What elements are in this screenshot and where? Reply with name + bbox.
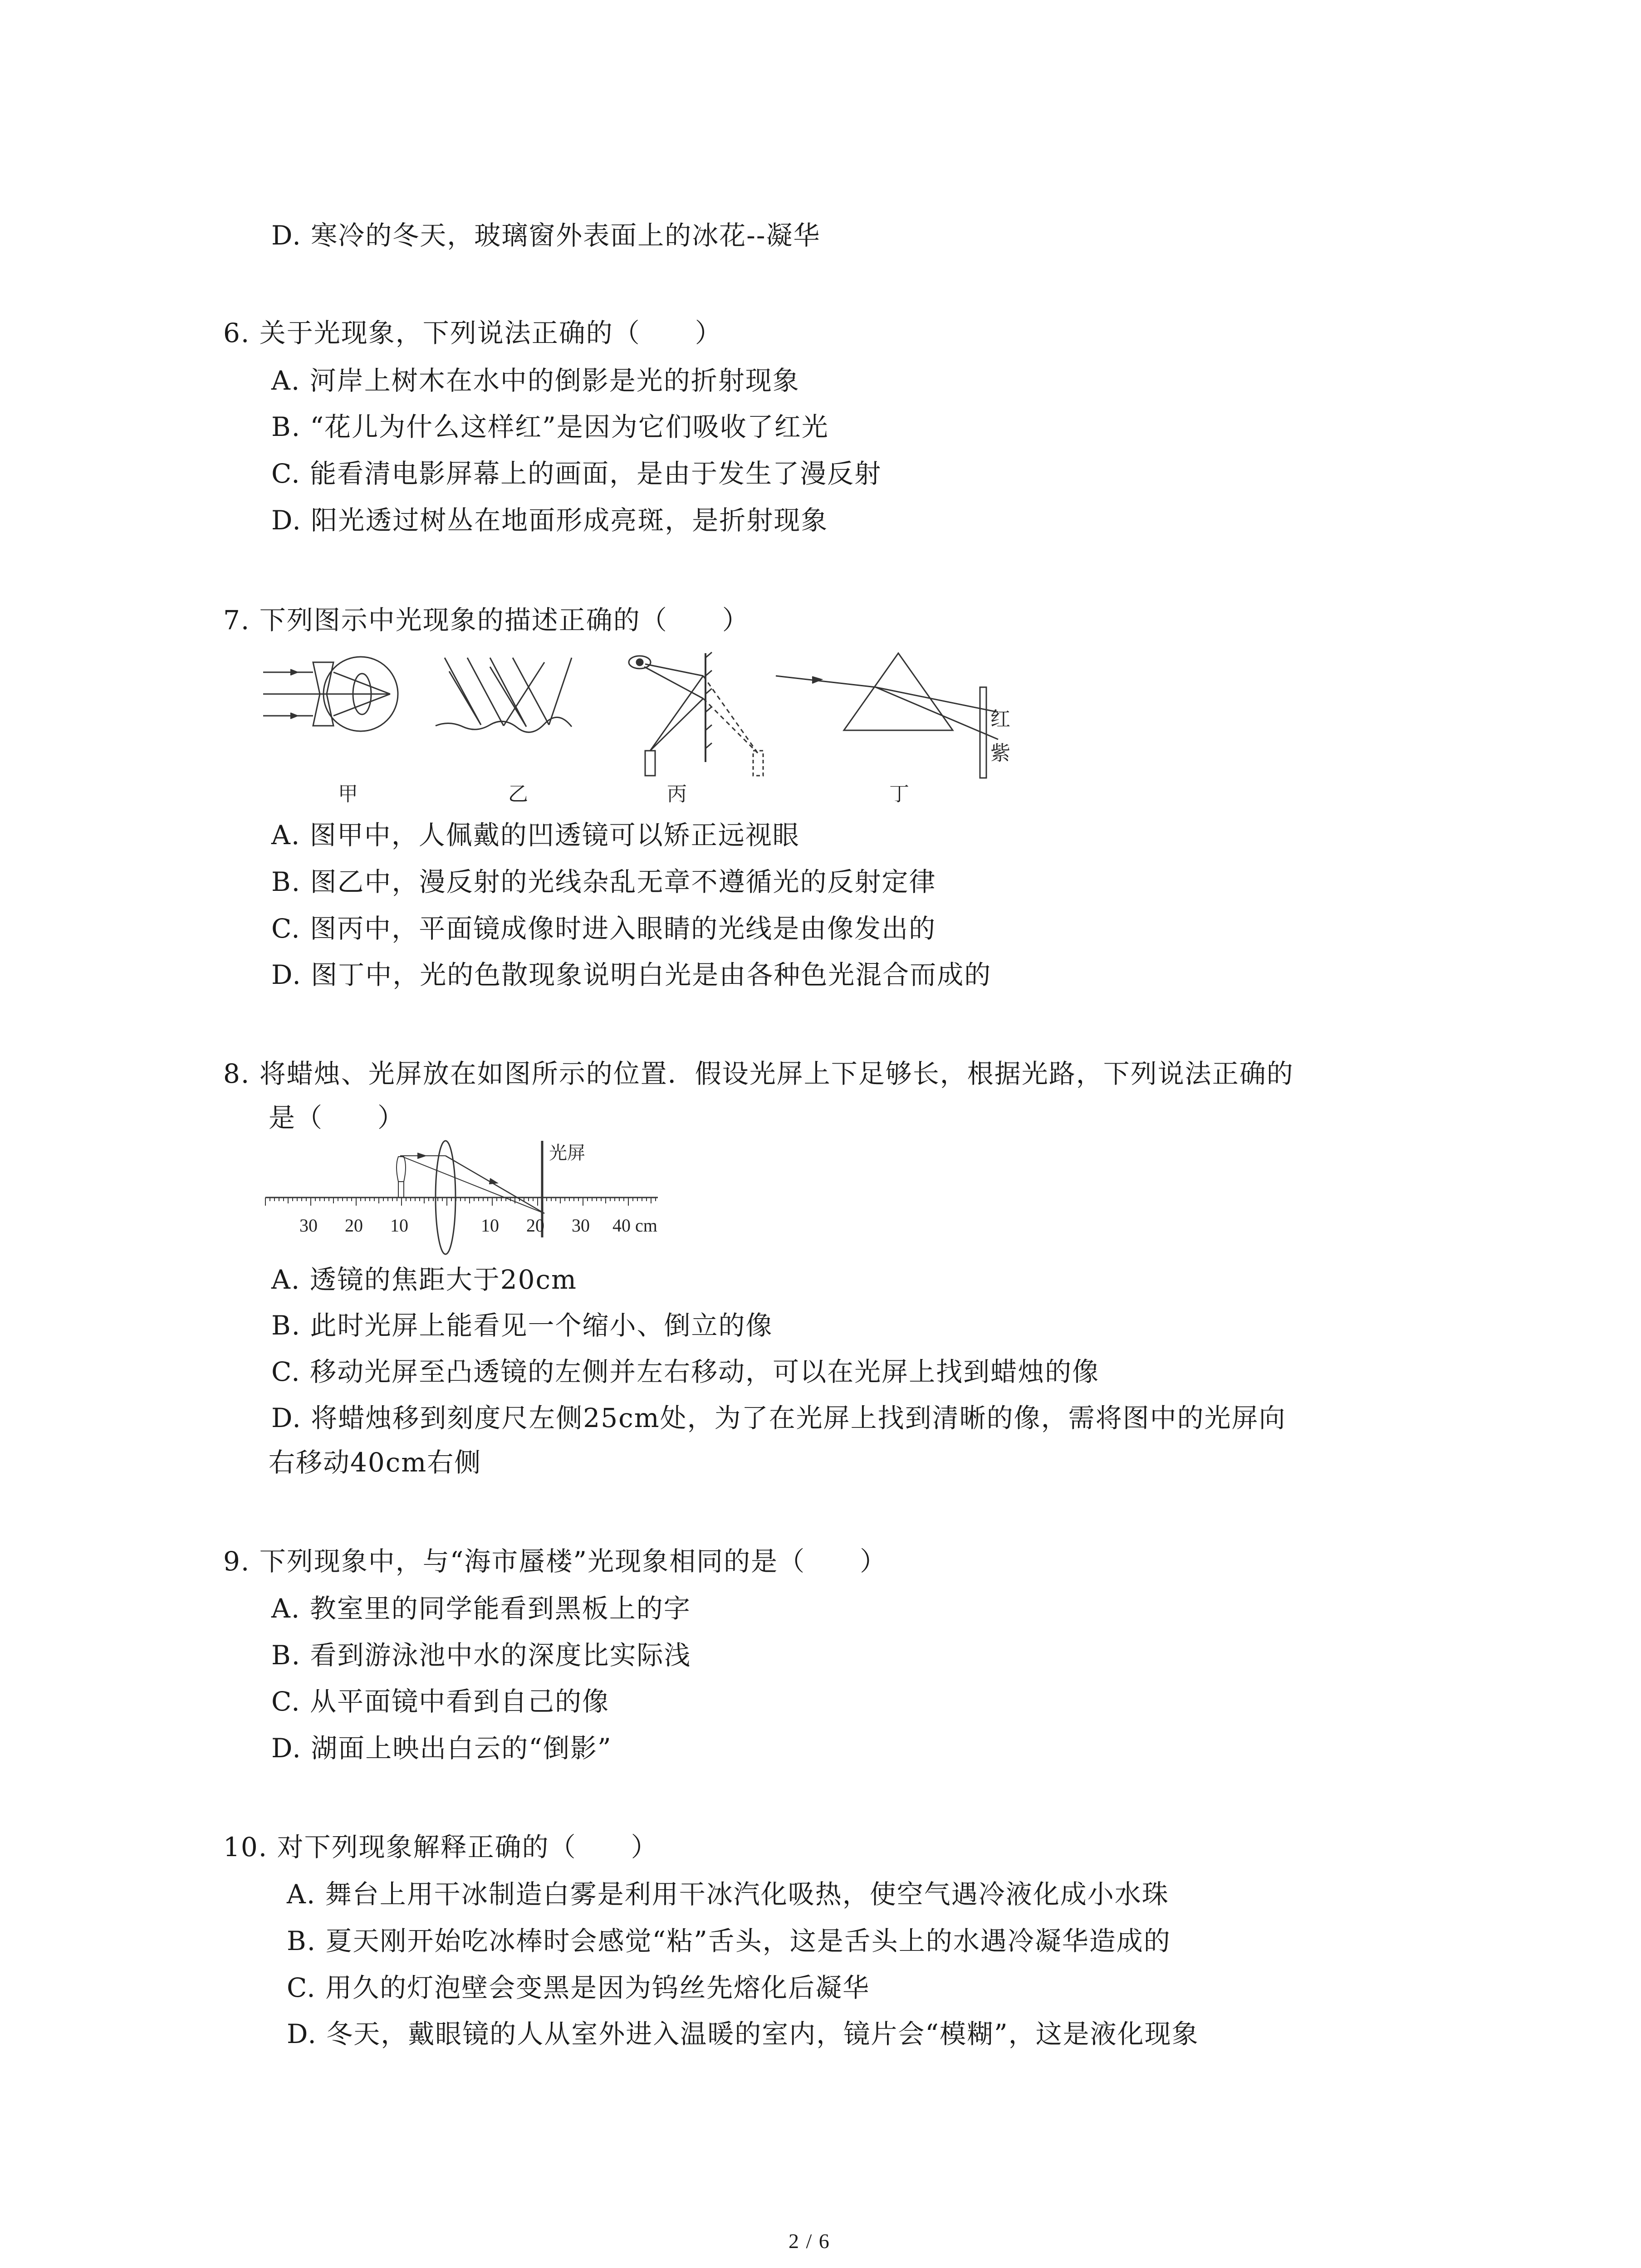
page-number: 2 / 6 [789,2229,830,2253]
q8-stem-line2: 是（ ） [269,1102,405,1133]
q6-option-b: B. “花儿为什么这样红”是因为它们吸收了红光 [271,411,829,442]
label-bing: 丙 [667,783,687,805]
q7-stem: 7. 下列图示中光现象的描述正确的（ ） [223,605,749,635]
ruler-tick-label: 20 [345,1215,363,1236]
label-red: 红 [990,708,1010,730]
q9-option-c: C. 从平面镜中看到自己的像 [271,1686,610,1717]
q7-figure-optics [254,644,1010,807]
screen-label: 光屏 [549,1143,585,1163]
ruler-tick-label: 40 cm [612,1215,657,1236]
q8-figure-lens-bench [263,1139,662,1261]
label-ding: 丁 [889,783,909,805]
virtual-image-candle [753,751,763,776]
ruler-tick-label: 10 [390,1215,408,1236]
q5-option-d: D. 寒冷的冬天，玻璃窗外表面上的冰花--凝华 [271,220,821,251]
ruler-tick-label: 30 [299,1215,318,1236]
q10-option-a: A. 舞台上用干冰制造白雾是利用干冰汽化吸热，使空气遇冷液化成小水珠 [287,1879,1169,1910]
q6-option-c: C. 能看清电影屏幕上的画面，是由于发生了漫反射 [271,458,882,489]
q7-option-d: D. 图丁中，光的色散现象说明白光是由各种色光混合而成的 [271,959,992,990]
ruler-tick-label: 30 [572,1215,590,1236]
q8-option-d-continued: 右移动40cm右侧 [269,1447,482,1478]
q8-option-b: B. 此时光屏上能看见一个缩小、倒立的像 [271,1310,773,1341]
label-yi: 乙 [508,783,528,805]
q8-stem-line1: 8. 将蜡烛、光屏放在如图所示的位置．假设光屏上下足够长，根据光路，下列说法正确的 [223,1058,1294,1089]
label-purple: 紫 [990,742,1010,764]
q9-option-a: A. 教室里的同学能看到黑板上的字 [271,1593,691,1624]
candle-flame-shape [397,1157,406,1182]
q10-stem: 10. 对下列现象解释正确的（ ） [223,1832,658,1862]
ruler-tick-label: 20 [526,1215,544,1236]
q8-option-c: C. 移动光屏至凸透镜的左侧并左右移动，可以在光屏上找到蜡烛的像 [271,1356,1100,1387]
q8-option-a: A. 透镜的焦距大于20cm [271,1264,578,1295]
q6-stem: 6. 关于光现象，下列说法正确的（ ） [223,318,722,348]
q6-option-d: D. 阳光透过树丛在地面形成亮斑，是折射现象 [271,505,828,536]
q10-option-c: C. 用久的灯泡壁会变黑是因为钨丝先熔化后凝华 [287,1972,870,2003]
q7-option-a: A. 图甲中，人佩戴的凹透镜可以矫正远视眼 [271,820,800,850]
ruler-tick-label: 10 [481,1215,499,1236]
q7-option-b: B. 图乙中，漫反射的光线杂乱无章不遵循光的反射定律 [271,866,936,897]
q9-option-b: B. 看到游泳池中水的深度比实际浅 [271,1640,691,1671]
label-jia: 甲 [338,783,358,805]
q7-option-c: C. 图丙中，平面镜成像时进入眼睛的光线是由像发出的 [271,913,936,944]
q8-option-d: D. 将蜡烛移到刻度尺左侧25cm处，为了在光屏上找到清晰的像，需将图中的光屏向 [271,1403,1286,1433]
q9-option-d: D. 湖面上映出白云的“倒影” [271,1733,612,1764]
q6-option-a: A. 河岸上树木在水中的倒影是光的折射现象 [271,365,800,396]
q10-option-d: D. 冬天，戴眼镜的人从室外进入温暖的室内，镜片会“模糊”，这是液化现象 [287,2019,1199,2049]
object-candle [645,751,655,776]
q10-option-b: B. 夏天刚开始吃冰棒时会感觉“粘”舌头，这是舌头上的水遇冷凝华造成的 [287,1926,1171,1956]
q9-stem: 9. 下列现象中，与“海市蜃楼”光现象相同的是（ ） [223,1546,887,1577]
